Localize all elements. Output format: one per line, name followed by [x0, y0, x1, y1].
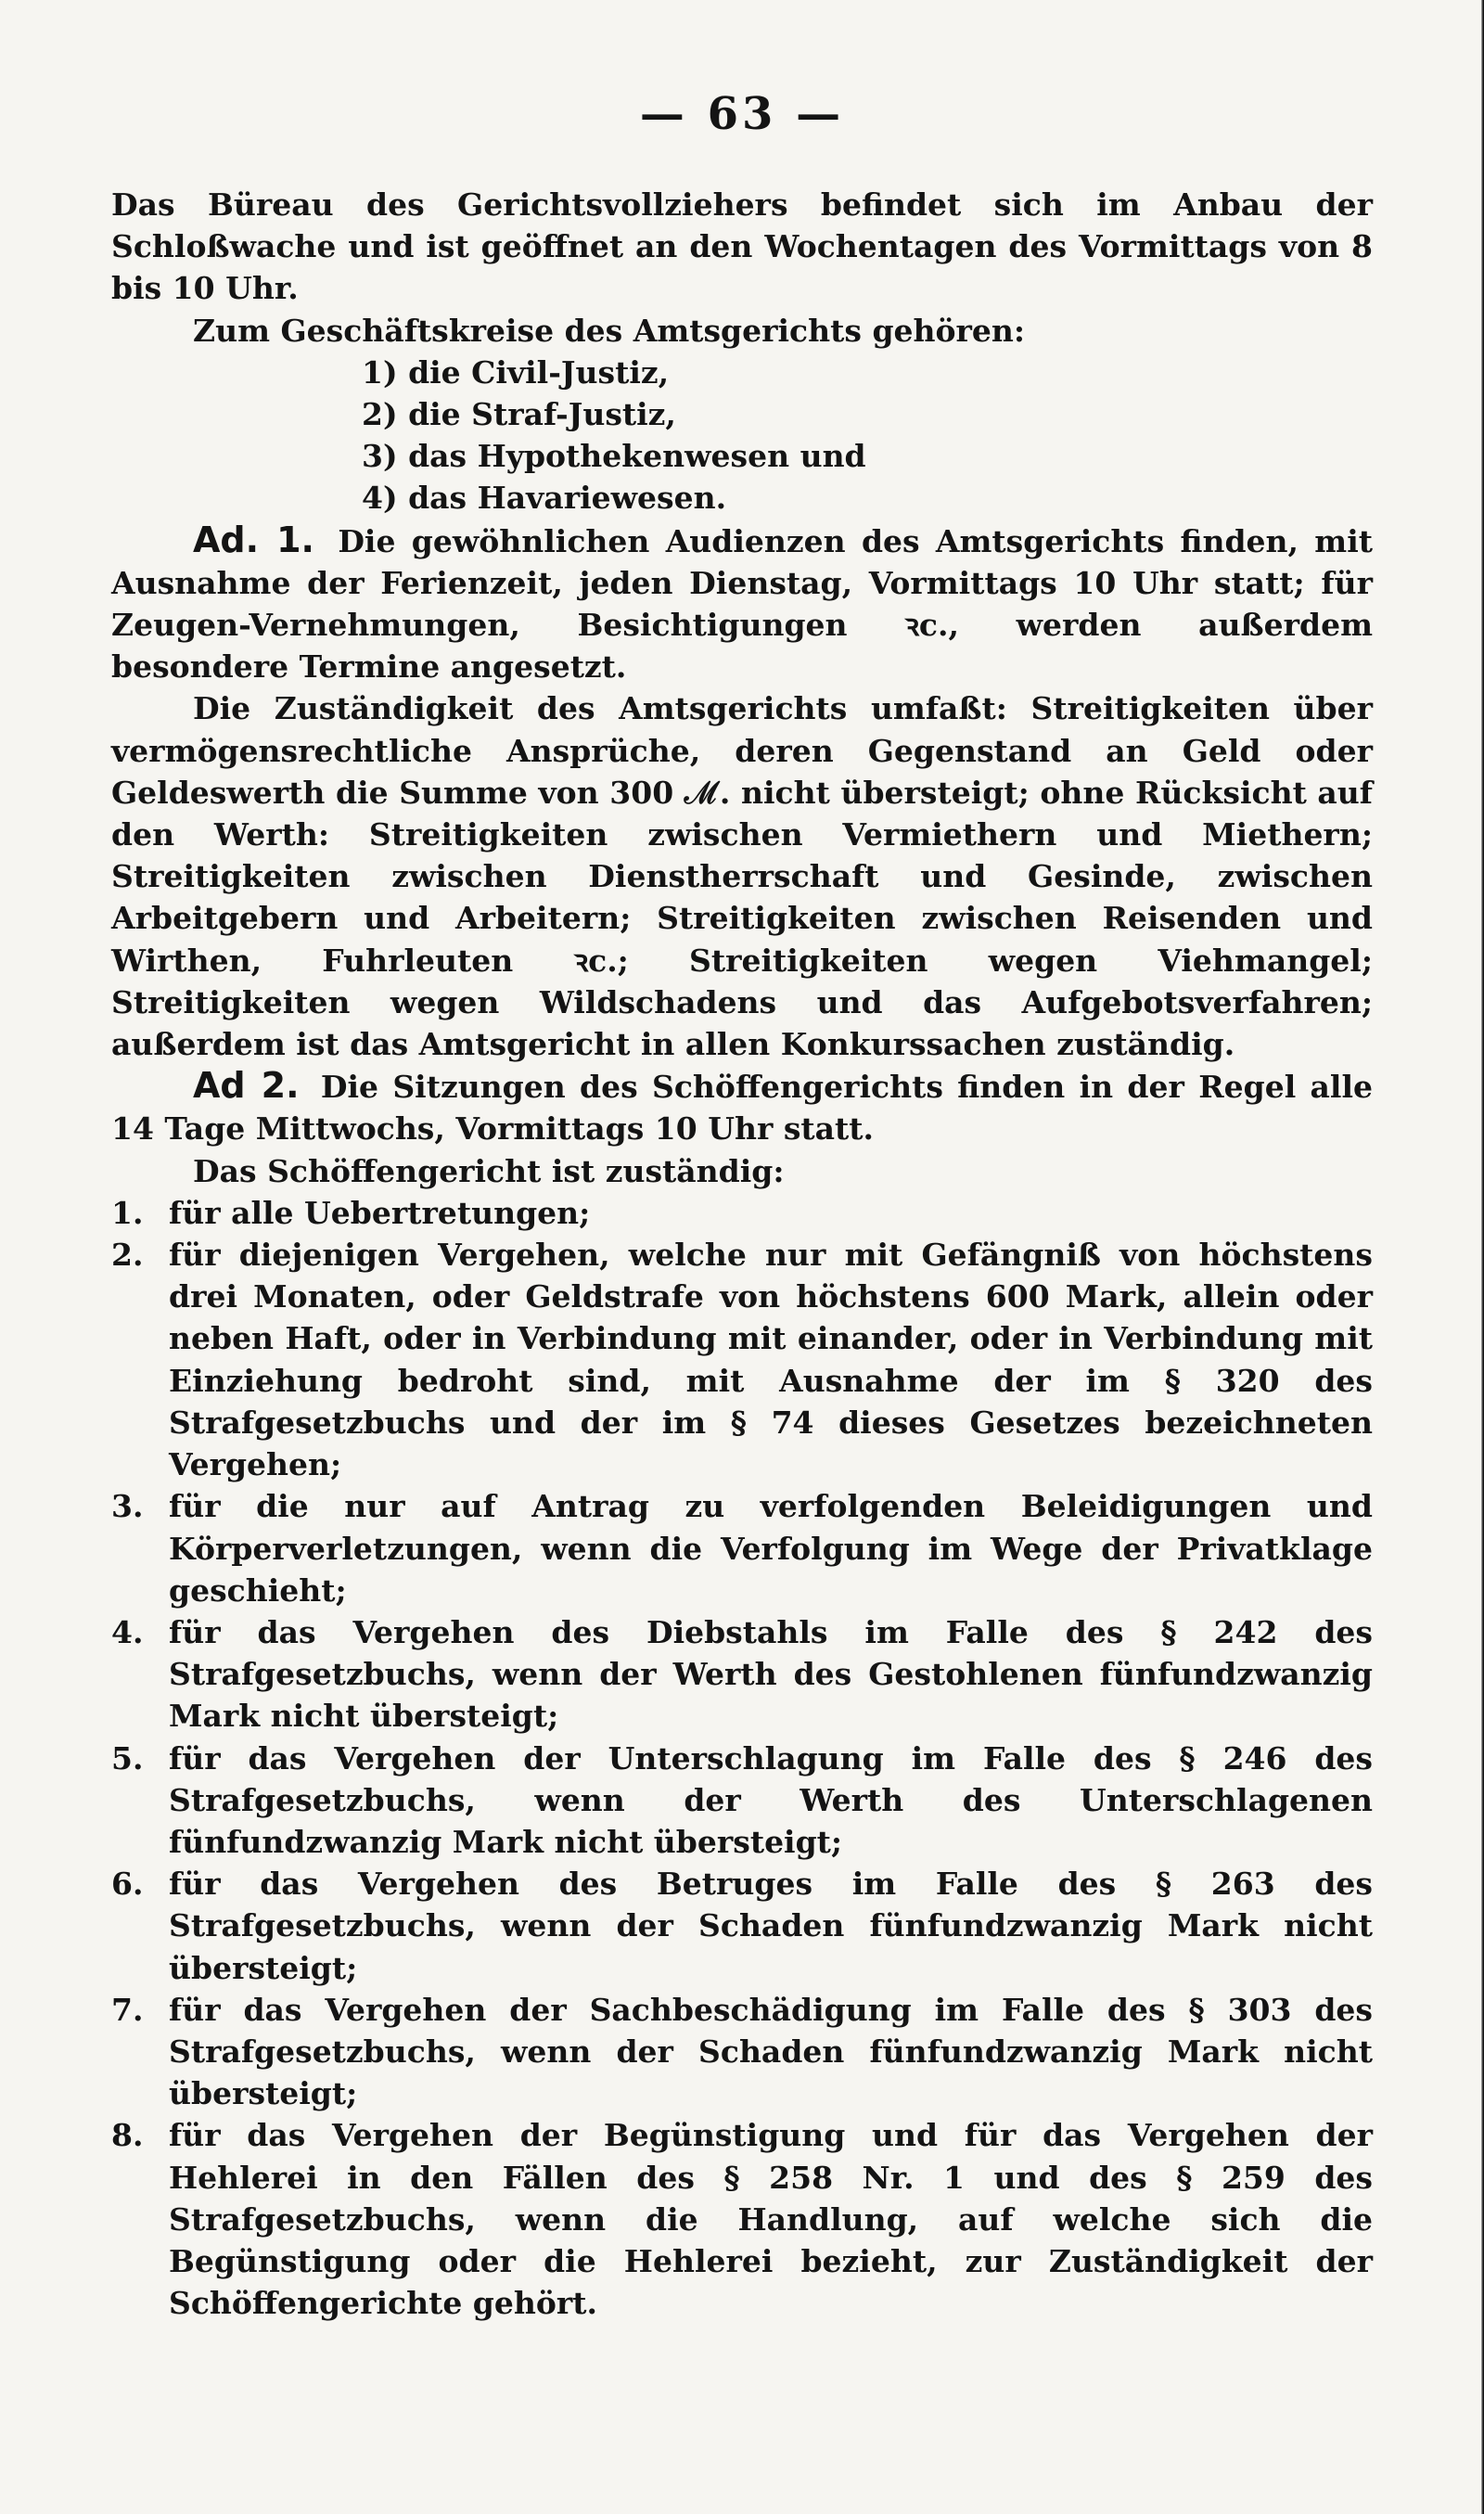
ad1-marker: Ad. 1.	[193, 519, 314, 560]
list-item-text: für alle Uebertretungen;	[169, 1194, 591, 1231]
list-item	[111, 2114, 1373, 2324]
paragraph-ad2	[111, 1065, 1373, 1149]
list-item	[111, 1989, 1373, 2115]
enumeration-item: 2) die Straf-Justiz,	[362, 396, 676, 433]
list-item-text: für das Vergehen des Betruges im Falle des § 263 des Strafgesetzbuchs, wenn der Schaden fünfundzwanzig Mark nicht übersteigt;	[169, 1866, 1373, 1986]
list-item-text: für das Vergehen der Begünstigung und für das Vergehen der Hehlerei in den Fällen des § 258 Nr. 1 und des § 259 des Strafgesetzbuchs, wenn die Handlung, auf welche sich die Begünstigung oder die Hehlerei bezieht, zur Zuständigkeit der Schöffengerichte gehört.	[169, 2117, 1373, 2322]
list-item-number: 8.	[111, 2117, 144, 2154]
paragraph-ad1	[111, 519, 1373, 688]
list-item-number: 3.	[111, 1488, 144, 1525]
list-item-text: für das Vergehen der Unterschlagung im Falle des § 246 des Strafgesetzbuchs, wenn der Werth des Unterschlagenen fünfundzwanzig Mark nicht übersteigt;	[169, 1739, 1373, 1860]
ad2-text: Die Sitzungen des Schöffengerichts finden in der Regel alle 14 Tage Mittwochs, Vormittags 10 Uhr statt.	[111, 1069, 1373, 1148]
list-item-number: 4.	[111, 1613, 144, 1650]
list-item-number: 7.	[111, 1991, 144, 2028]
list-item-text: für diejenigen Vergehen, welche nur mit Gefängniß von höchstens drei Monaten, oder Geldstrafe von höchstens 600 Mark, allein oder neben Haft, oder in Verbindung mit einander, oder in Verbindung mit Einziehung bedroht sind, mit Ausnahme der im § 320 des Strafgesetzbuchs und der im § 74 dieses Gesetzes bezeichneten Vergehen;	[169, 1237, 1373, 1483]
paragraph-schoeffen-intro: Das Schöffengericht ist zuständig:	[193, 1152, 785, 1189]
list-item	[111, 1234, 1373, 1485]
page-number: — 63 —	[639, 88, 845, 140]
enumeration-item: 3) das Hypothekenwesen und	[362, 438, 866, 475]
list-item-number: 6.	[111, 1866, 144, 1903]
enumeration-item: 4) das Havariewesen.	[362, 480, 727, 517]
list-item-number: 1.	[111, 1194, 144, 1231]
list-item-text: für das Vergehen des Diebstahls im Falle des § 242 des Strafgesetzbuchs, wenn der Werth des Gestohlenen fünfundzwanzig Mark nicht übersteigt;	[169, 1613, 1373, 1735]
list-item	[111, 1485, 1373, 1611]
list-item-number: 2.	[111, 1237, 144, 1274]
page-body	[111, 184, 1373, 2324]
list-item	[111, 1192, 1373, 1234]
list-item	[111, 1738, 1373, 1864]
paragraph-bureau: Das Büreau des Gerichtsvollziehers befindet sich im Anbau der Schloßwache und ist geöffnet an den Wochentagen des Vormittags von 8 bis 10 Uhr.	[111, 186, 1373, 307]
paragraph-zustaendigkeit: Die Zuständigkeit des Amtsgerichts umfaßt: Streitigkeiten über vermögensrechtliche Ansprüche, deren Gegenstand an Geld oder Geldeswerth die Summe von 300 ℳ. nicht übersteigt; ohne Rücksicht auf den Werth: Streitigkeiten zwischen Vermiethern und Miethern; Streitigkeiten zwischen Dienstherrschaft und Gesinde, zwischen Arbeitgebern und Arbeitern; Streitigkeiten zwischen Reisenden und Wirthen, Fuhrleuten ꝛc.; Streitigkeiten wegen Viehmangel; Streitigkeiten wegen Wildschadens und das Aufgebotsverfahren; außerdem ist das Amtsgericht in allen Konkurssachen zuständig.	[111, 690, 1373, 1063]
enumeration-item: 1) die Civil-Justiz,	[362, 353, 670, 391]
list-item	[111, 1611, 1373, 1738]
list-item-number: 5.	[111, 1739, 144, 1776]
ad2-marker: Ad 2.	[193, 1065, 300, 1107]
list-item-text: für die nur auf Antrag zu verfolgenden Beleidigungen und Körperverletzungen, wenn die Verfolgung im Wege der Privatklage geschieht;	[169, 1488, 1373, 1609]
paragraph-geschaeftskreis: Zum Geschäftskreise des Amtsgerichts gehören:	[193, 312, 1026, 349]
list-item	[111, 1863, 1373, 1989]
ad1-text: Die gewöhnlichen Audienzen des Amtsgerichts finden, mit Ausnahme der Ferienzeit, jeden Dienstag, Vormittags 10 Uhr statt; für Zeugen-Vernehmungen, Besichtigungen ꝛc., werden außerdem besondere Termine angesetzt.	[111, 522, 1374, 686]
list-item-text: für das Vergehen der Sachbeschädigung im Falle des § 303 des Strafgesetzbuchs, wenn der Schaden fünfundzwanzig Mark nicht übersteigt;	[169, 1991, 1373, 2112]
